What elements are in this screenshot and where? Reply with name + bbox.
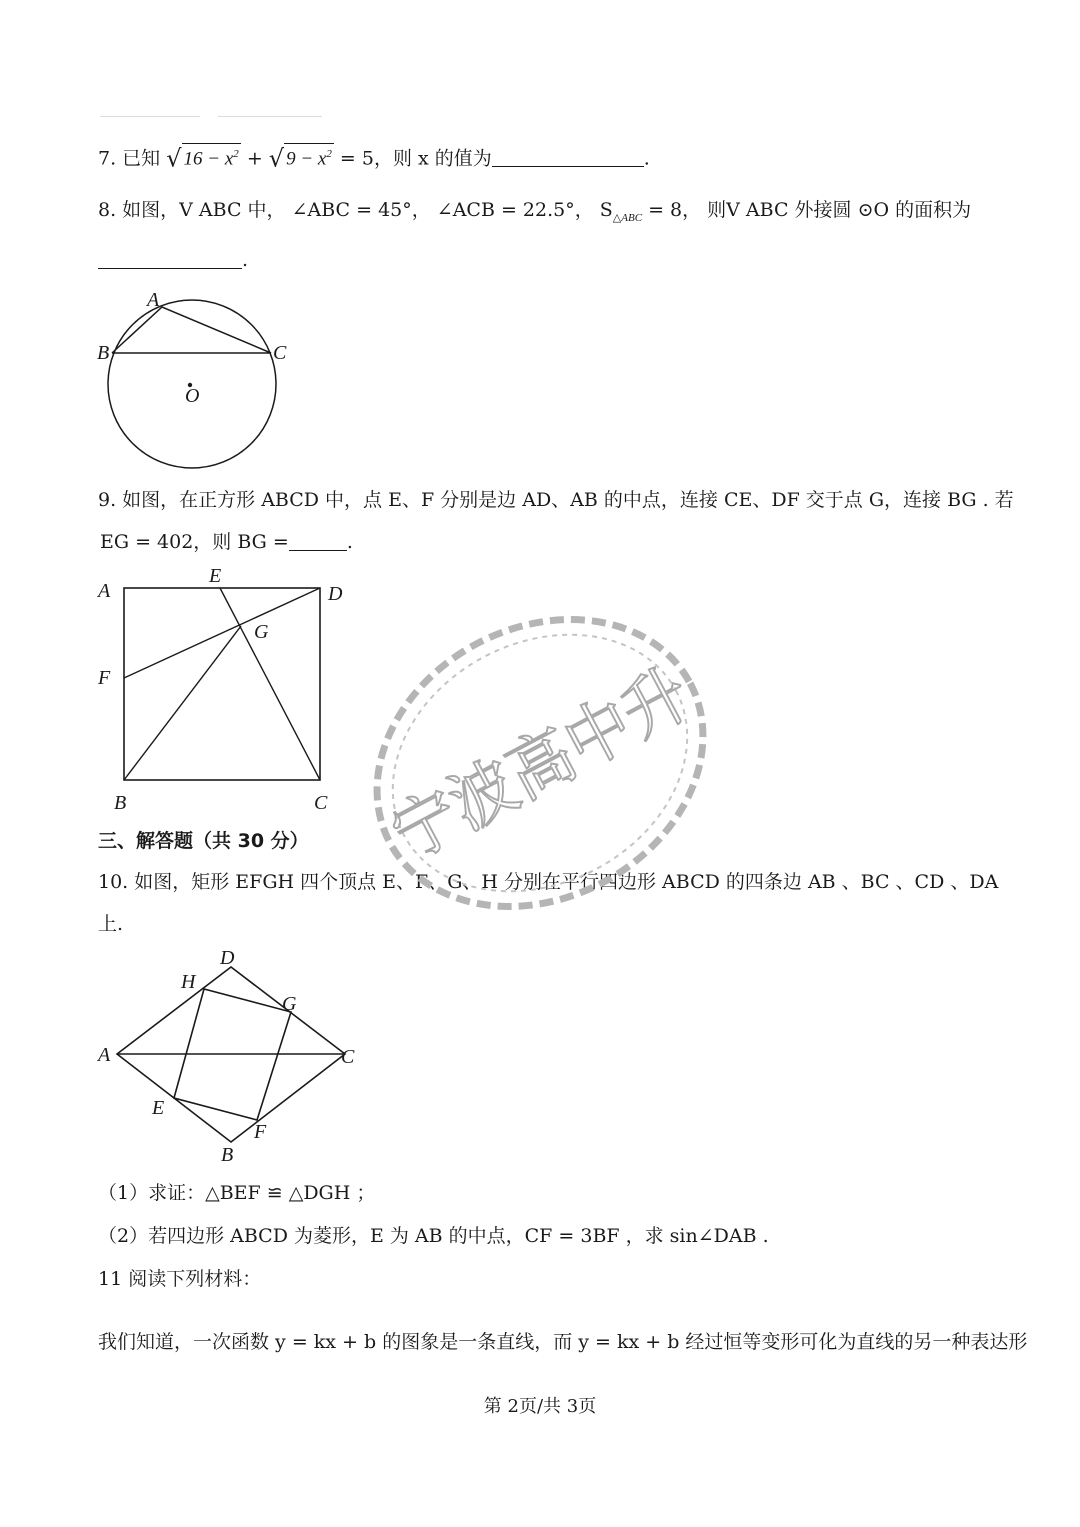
header-rule-right bbox=[218, 116, 322, 117]
q7-radical-1: $16 - x^2$ bbox=[182, 143, 241, 169]
q10-parallelogram-figure bbox=[92, 942, 372, 1168]
q8-answer-blank bbox=[98, 248, 242, 269]
label-f: F bbox=[254, 1121, 267, 1143]
q7-radical-2: $9 - x^2$ bbox=[284, 143, 334, 169]
q8-answer-line: . bbox=[98, 248, 248, 272]
label-b: B bbox=[221, 1144, 234, 1166]
label-e: E bbox=[209, 565, 222, 587]
label-c: C bbox=[341, 1046, 355, 1068]
question-9-line-1: 9. 如图，在正方形 ABCD 中，点 E、F 分别是边 AD、AB 的中点，连接 CE、DF 交于点 G，连接 BG . 若 bbox=[98, 489, 1014, 511]
question-10-line-2: 上. bbox=[98, 913, 124, 935]
section-3-heading: 三、解答题（共 30 分） bbox=[98, 830, 309, 852]
question-10-line-1: 10. 如图，矩形 EFGH 四个顶点 E、F、G、H 分别在平行四边形 ABCD 的四条边 AB 、BC 、CD 、DA bbox=[98, 871, 999, 893]
question-7: 7. 已知 √ $16 - x^2$ + √ $9 - x^2 = 5$，则 x 的值为 . bbox=[98, 144, 650, 173]
watermark-stamp bbox=[350, 598, 730, 928]
label-a: A bbox=[147, 289, 160, 311]
label-c: C bbox=[314, 792, 328, 814]
label-o: O bbox=[185, 385, 200, 407]
circumcircle bbox=[108, 300, 276, 468]
q7-suffix: ，则 x 的值为 bbox=[373, 147, 492, 170]
q9-answer-blank bbox=[289, 530, 347, 551]
page-footer: 第 2页/共 3页 bbox=[483, 1396, 597, 1417]
segment-ce bbox=[220, 588, 320, 780]
segment-bg bbox=[124, 626, 241, 780]
watermark-text: 宁波高中升 bbox=[379, 646, 717, 877]
label-d: D bbox=[328, 583, 343, 605]
label-e: E bbox=[152, 1097, 165, 1119]
label-g: G bbox=[254, 621, 269, 643]
label-a: A bbox=[98, 580, 111, 602]
header-rule-left bbox=[100, 116, 200, 117]
question-11-title: 11 阅读下列材料： bbox=[98, 1268, 262, 1290]
label-h: H bbox=[181, 971, 196, 993]
label-a: A bbox=[98, 1044, 111, 1066]
square-abcd bbox=[124, 588, 320, 780]
label-c: C bbox=[273, 342, 287, 364]
question-8: 8. 如图，V ABC 中， ∠ABC = 45°， ∠ACB = 22.5°， $S_{\triangle ABC} = 8$， 则V ABC 外接圆 ⊙O 的面积为 bbox=[98, 199, 972, 224]
label-b: B bbox=[97, 342, 110, 364]
q7-answer-blank bbox=[492, 146, 644, 167]
question-11-line-1: 我们知道，一次函数 y = kx + b 的图象是一条直线，而 y = kx + b 经过恒等变形可化为直线的另一种表达形 bbox=[98, 1331, 1028, 1353]
label-g: G bbox=[282, 993, 297, 1015]
q10-part-2: （2）若四边形 ABCD 为菱形，E 为 AB 的中点，CF = 3BF ，求 sin∠DAB . bbox=[98, 1225, 769, 1247]
question-9-line-2: EG = 402，则 BG = . bbox=[100, 531, 353, 553]
triangle-abc bbox=[112, 307, 271, 353]
q10-part-1: （1）求证：△BEF ≌ △DGH ； bbox=[98, 1182, 376, 1204]
q9-square-figure bbox=[92, 562, 362, 818]
label-b: B bbox=[114, 792, 127, 814]
q8-circle-figure bbox=[90, 282, 300, 482]
label-d: D bbox=[220, 947, 235, 969]
segment-df bbox=[124, 588, 320, 678]
q7-prefix: 7. 已知 bbox=[98, 147, 161, 170]
label-f: F bbox=[98, 667, 111, 689]
